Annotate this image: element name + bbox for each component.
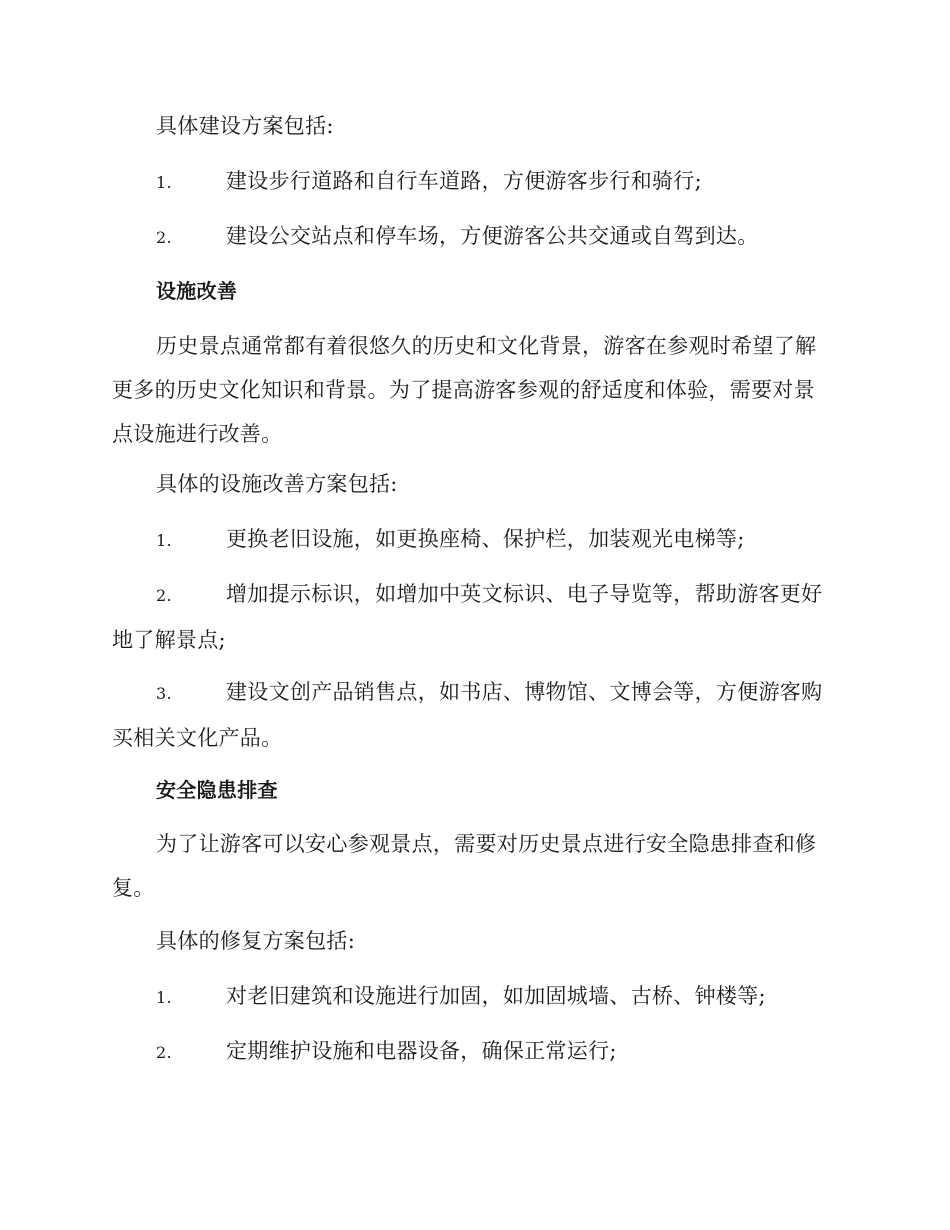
list-item-text: 建设步行道路和自行车道路，方便游客步行和骑行; bbox=[226, 169, 702, 193]
list-number: 1. bbox=[156, 531, 172, 550]
section-heading-facilities: 设施改善 bbox=[156, 279, 238, 303]
list-item bbox=[112, 670, 832, 760]
list-number: 1. bbox=[156, 988, 172, 1007]
list-item bbox=[112, 214, 832, 260]
list-number: 1. bbox=[156, 173, 172, 192]
list-item-text: 增加提示标识，如增加中英文标识、电子导览等，帮助游客更好地了解景点; bbox=[112, 582, 823, 652]
list-item-text: 定期维护设施和电器设备，确保正常运行; bbox=[226, 1039, 617, 1063]
paragraph-intro-construction: 具体建设方案包括: bbox=[156, 114, 334, 138]
paragraph-safety: 为了让游客可以安心参观景点，需要对历史景点进行安全隐患排查和修复。 bbox=[112, 832, 817, 900]
list-item bbox=[112, 1029, 832, 1075]
section-heading-safety: 安全隐患排查 bbox=[156, 778, 278, 802]
list-number: 2. bbox=[156, 1043, 172, 1062]
paragraph-intro-repair: 具体的修复方案包括: bbox=[156, 929, 356, 953]
paragraph-facilities: 历史景点通常都有着很悠久的历史和文化背景，游客在参观时希望了解更多的历史文化知识和背景。为了提高游客参观的舒适度和体验，需要对景点设施进行改善。 bbox=[112, 334, 817, 446]
list-item bbox=[112, 517, 832, 563]
list-item-text: 更换老旧设施，如更换座椅、保护栏，加装观光电梯等; bbox=[226, 527, 745, 551]
list-item-text: 建设文创产品销售点，如书店、博物馆、文博会等，方便游客购买相关文化产品。 bbox=[112, 680, 823, 750]
list-number: 2. bbox=[156, 228, 172, 247]
list-item bbox=[112, 159, 832, 205]
list-item-text: 对老旧建筑和设施进行加固，如加固城墙、古桥、钟楼等; bbox=[226, 984, 766, 1008]
paragraph-intro-facilities: 具体的设施改善方案包括: bbox=[156, 472, 398, 496]
list-number: 2. bbox=[156, 586, 172, 605]
list-item bbox=[112, 974, 832, 1020]
list-number: 3. bbox=[156, 684, 172, 703]
list-item bbox=[112, 572, 832, 662]
list-item-text: 建设公交站点和停车场，方便游客公共交通或自驾到达。 bbox=[226, 224, 759, 248]
